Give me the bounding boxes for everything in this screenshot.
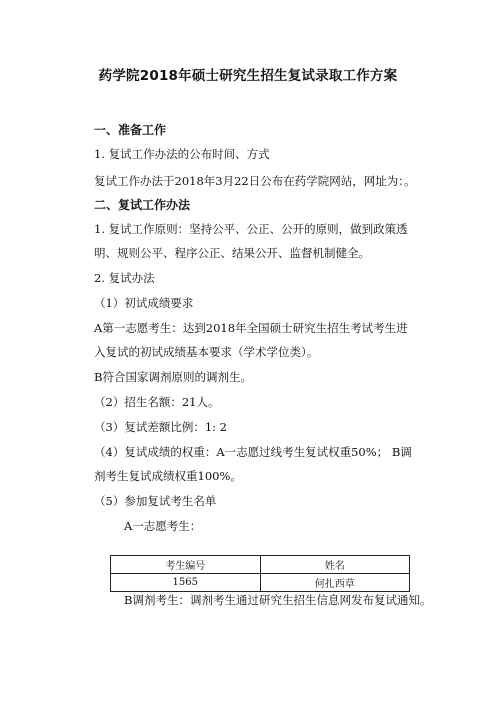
paragraph: 剂考生复试成绩权重100%。	[94, 469, 242, 483]
table-cell: 何扎西草	[260, 574, 410, 592]
paragraph: B符合国家调剂原则的调剂生。	[94, 370, 252, 384]
paragraph: A第一志愿考生：达到2018年全国硕士研究生招生考试考生进	[94, 321, 408, 335]
table-header-cell: 考生编号	[111, 556, 261, 574]
document-title: 药学院2018年硕士研究生招生复试录取工作方案	[98, 68, 398, 84]
paragraph: 明、规则公平、程序公正、结果公开、监督机制健全。	[94, 246, 370, 260]
paragraph: B调剂考生：调剂考生通过研究生招生信息网发布复试通知。	[124, 593, 432, 607]
paragraph: （2）招生名额：21人。	[94, 395, 220, 409]
table-header-cell: 姓名	[260, 556, 410, 574]
paragraph: 2. 复试办法	[94, 271, 155, 285]
table-header-row	[111, 556, 410, 574]
candidate-table	[110, 555, 410, 592]
table-cell: 1565	[111, 574, 261, 592]
paragraph: 1. 复试工作原则：坚持公平、公正、公开的原则，做到政策透	[94, 222, 408, 236]
paragraph: 1. 复试工作办法的公布时间、方式	[94, 147, 270, 161]
paragraph: 复试工作办法于2018年3月22日公布在药学院网站，网址为：。	[94, 174, 416, 188]
section-heading-preparation: 一、准备工作	[94, 123, 167, 137]
paragraph: 入复试的初试成绩基本要求（学术学位类）。	[94, 345, 319, 359]
paragraph: （5）参加复试考生名单	[94, 494, 217, 508]
paragraph: （3）复试差额比例：1: 2	[94, 420, 227, 434]
paragraph: A一志愿考生：	[124, 519, 202, 533]
section-heading-methods: 二、复试工作办法	[94, 198, 191, 212]
paragraph: （4）复试成绩的权重：A一志愿过线考生复试权重50%； B调	[94, 445, 412, 459]
paragraph: （1）初试成绩要求	[94, 296, 194, 310]
